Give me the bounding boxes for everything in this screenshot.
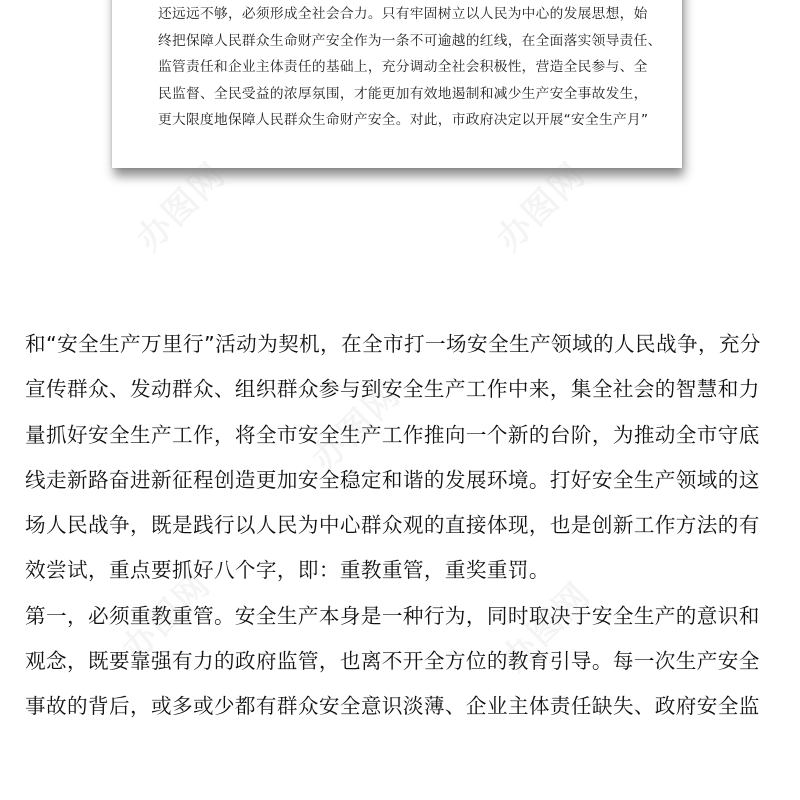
watermark: 办图网 (114, 564, 219, 670)
body-line: 第一，必须重教重管。安全生产本身是一种行为，同时取决于安全生产的意识和 (25, 603, 760, 628)
preview-line: 监管责任和企业主体责任的基础上，充分调动全社会积极性，营造全民参与、全 (158, 59, 648, 75)
preview-paragraph (158, 1, 662, 134)
document-body (25, 322, 785, 730)
body-line: 事故的背后，或多或少都有群众安全意识淡薄、企业主体责任缺失、政府安全监 (25, 694, 760, 719)
preview-line: 更大限度地保障人民群众生命财产安全。对此，市政府决定以开展“安全生产月” (158, 112, 649, 128)
watermark: 办图网 (129, 154, 234, 260)
body-line: 效尝试，重点要抓好八个字，即：重教重管，重奖重罚。 (25, 558, 550, 583)
body-line: 和“安全生产万里行”活动为契机，在全市打一场安全生产领域的人民战争，充分 (25, 332, 761, 356)
preview-line: 还远远不够，必须形成全社会合力。只有牢固树立以人民为中心的发展思想，始 (158, 6, 648, 22)
watermark: 办图网 (494, 574, 599, 680)
body-line: 观念，既要靠强有力的政府监管，也离不开全方位的教育引导。每一次生产安全 (25, 649, 760, 674)
preview-line: 民监督、全民受益的浓厚氛围，才能更加有效地遏制和减少生产安全事故发生， (158, 85, 648, 102)
body-line: 量抓好安全生产工作，将全市安全生产工作推向一个新的台阶，为推动全市守底 (25, 422, 760, 447)
watermark: 办图网 (489, 154, 594, 260)
body-line: 场人民战争，既是践行以人民为中心群众观的直接体现，也是创新工作方法的有 (25, 513, 760, 538)
body-line: 宣传群众、发动群众、组织群众参与到安全生产工作中来，集全社会的智慧和力 (25, 377, 760, 402)
watermark: 办图网 (304, 374, 409, 480)
preview-line: 终把保障人民群众生命财产安全作为一条不可逾越的红线，在全面落实领导责任、 (158, 32, 662, 49)
document-preview-card (112, 0, 682, 168)
body-line: 线走新路奋进新征程创造更加安全稳定和谐的发展环境。打好安全生产领域的这 (25, 467, 760, 492)
